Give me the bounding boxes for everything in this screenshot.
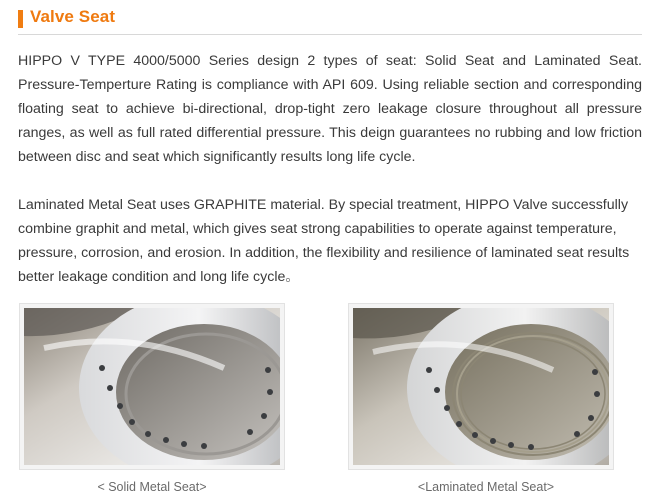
header-accent-bar (18, 10, 23, 28)
section-title: Valve Seat (30, 7, 116, 26)
laminated-seat-paragraph: Laminated Metal Seat uses GRAPHITE material. By special treatment, HIPPO Valve successfully combine graphit and metal, which gives seat strong capabilities to operate against temperature, pressure, corrosion, and erosion. In addition, the flexibility and resilience of laminated seat results better leakage condition and long life cycle。 (18, 197, 630, 285)
section-header (18, 6, 642, 35)
solid-metal-seat-photo-frame (19, 303, 285, 470)
seat-description-paragraph: HIPPO V TYPE 4000/5000 Series design 2 types of seat: Solid Seat and Laminated Seat. Pressure-Temperture Rating is compliance with API 609. Using reliable section and corresponding floating seat to achieve bi-directional, drop-tight zero leakage closure throughout all pressure ranges, as well as full rated differential pressure. This deign guarantees no rubbing and low friction between disc and seat which significantly results long life cycle. (18, 53, 642, 165)
laminated-metal-seat-photo-frame (348, 303, 614, 470)
laminated-metal-seat-photo (353, 308, 609, 465)
solid-metal-seat-caption: < Solid Metal Seat> (97, 480, 207, 494)
laminated-metal-seat-caption: <Laminated Metal Seat> (417, 480, 555, 494)
valve-seat-illustration (24, 308, 280, 465)
laminated-seat-illustration (353, 308, 609, 465)
solid-metal-seat-photo (24, 308, 280, 465)
